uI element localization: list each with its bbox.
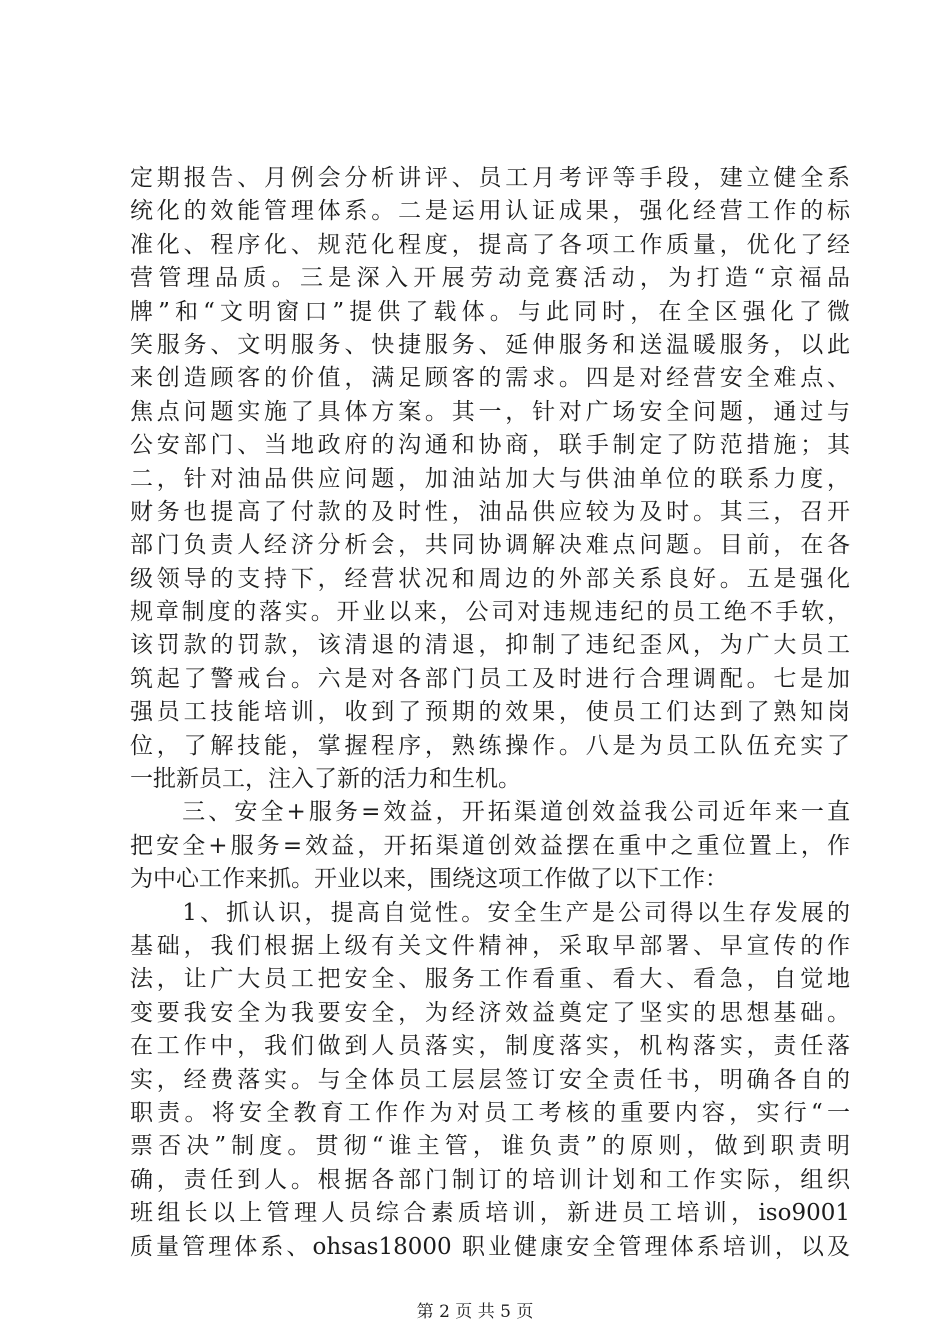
text-line: 牌”和“文明窗口”提供了载体。与此同时，在全区强化了微: [130, 298, 850, 325]
text-line: 二，针对油品供应问题，加油站加大与供油单位的联系力度，: [130, 465, 850, 492]
text-line: 职责。将安全教育工作作为对员工考核的重要内容，实行“一: [130, 1099, 850, 1126]
text-line: 为中心工作来抓。开业以来，围绕这项工作做了以下工作：: [130, 866, 728, 893]
text-line: 部门负责人经济分析会，共同协调解决难点问题。目前，在各: [130, 532, 850, 559]
text-line: 公安部门、当地政府的沟通和协商，联手制定了防范措施；其: [130, 432, 850, 459]
text-line: 在工作中，我们做到人员落实，制度落实，机构落实，责任落: [130, 1033, 850, 1060]
text-line: 把安全+服务=效益，开拓渠道创效益摆在重中之重位置上，作: [130, 832, 850, 859]
text-line: 级领导的支持下，经营状况和周边的外部关系良好。五是强化: [130, 565, 850, 592]
text-line: 变要我安全为我要安全，为经济效益奠定了坚实的思想基础。: [130, 999, 850, 1026]
text-line: 三、安全+服务=效益，开拓渠道创效益我公司近年来一直: [130, 799, 850, 826]
text-line: 质量管理体系、ohsas18000 职业健康安全管理体系培训，以及: [130, 1233, 850, 1260]
text-line: 实，经费落实。与全体员工层层签订安全责任书，明确各自的: [130, 1066, 850, 1093]
text-line: 规章制度的落实。开业以来，公司对违规违纪的员工绝不手软，: [130, 599, 850, 626]
page-footer: 第 2 页 共 5 页: [416, 1302, 534, 1322]
text-line: 来创造顾客的价值，满足顾客的需求。四是对经营安全难点、: [130, 365, 850, 392]
body-text: [130, 162, 850, 1264]
text-line: 班组长以上管理人员综合素质培训，新进员工培训，iso9001: [130, 1200, 850, 1227]
text-line: 票否决”制度。贯彻“谁主管，谁负责”的原则，做到职责明: [130, 1133, 850, 1160]
text-line: 焦点问题实施了具体方案。其一，针对广场安全问题，通过与: [130, 398, 850, 425]
text-line: 笑服务、文明服务、快捷服务、延伸服务和送温暖服务，以此: [130, 331, 850, 358]
text-line: 财务也提高了付款的及时性，油品供应较为及时。其三，召开: [130, 498, 850, 525]
text-line: 确，责任到人。根据各部门制订的培训计划和工作实际，组织: [130, 1166, 850, 1193]
text-line: 筑起了警戒台。六是对各部门员工及时进行合理调配。七是加: [130, 665, 850, 692]
text-line: 一批新员工，注入了新的活力和生机。: [130, 766, 521, 793]
text-line: 定期报告、月例会分析讲评、员工月考评等手段，建立健全系: [130, 165, 850, 191]
text-line: 位，了解技能，掌握程序，熟练操作。八是为员工队伍充实了: [130, 732, 850, 759]
text-line: 法，让广大员工把安全、服务工作看重、看大、看急，自觉地: [130, 966, 850, 993]
text-line: 基础，我们根据上级有关文件精神，采取早部署、早宣传的作: [130, 932, 850, 959]
text-line: 营管理品质。三是深入开展劳动竞赛活动，为打造“京福品: [130, 265, 850, 292]
text-line: 准化、程序化、规范化程度，提高了各项工作质量，优化了经: [130, 231, 850, 258]
text-line: 统化的效能管理体系。二是运用认证成果，强化经营工作的标: [130, 198, 850, 225]
text-line: 1、抓认识，提高自觉性。安全生产是公司得以生存发展的: [130, 899, 850, 926]
text-line: 该罚款的罚款，该清退的清退，抑制了违纪歪风，为广大员工: [130, 632, 850, 659]
text-line: 强员工技能培训，收到了预期的效果，使员工们达到了熟知岗: [130, 699, 850, 726]
